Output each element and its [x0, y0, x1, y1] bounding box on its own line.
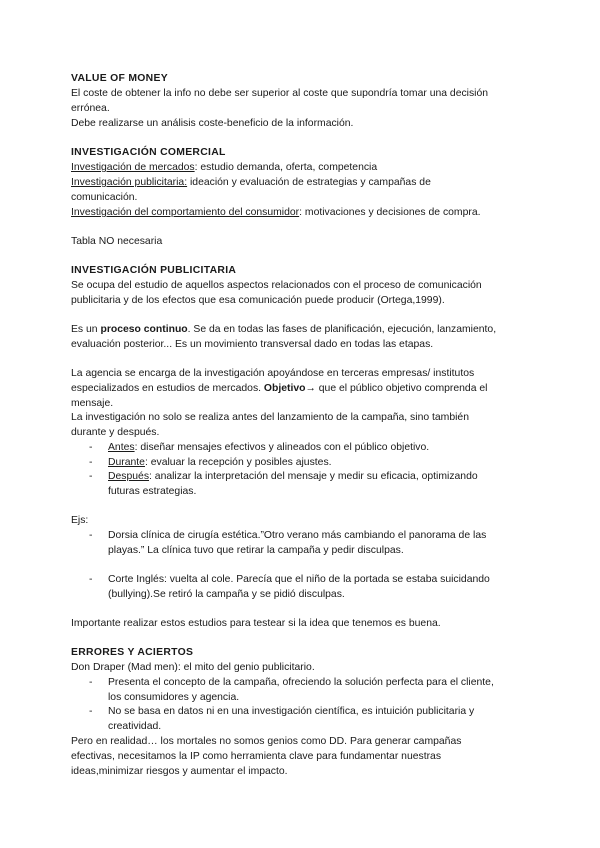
text-line: Pero en realidad… los mortales no somos genios como DD. Para generar campañas [71, 736, 462, 747]
text-line: mensaje. [71, 398, 114, 409]
list-item-continuation: playas.” La clínica tuvo que retirar la campaña y pedir disculpas. [108, 545, 404, 556]
heading-value-of-money: VALUE OF MONEY [71, 73, 168, 84]
bullet-dash: - [89, 574, 93, 585]
text-line: errónea. [71, 103, 110, 114]
bullet-dash: - [89, 706, 93, 717]
text-line: durante y después. [71, 427, 160, 438]
list-item-continuation: creatividad. [108, 721, 162, 732]
text-line: comunicación. [71, 192, 138, 203]
text-line: La agencia se encarga de la investigación apoyándose en terceras empresas/ institutos [71, 368, 475, 379]
list-item: Corte Inglés: vuelta al cole. Parecía que el niño de la portada se estaba suicidando [108, 574, 490, 585]
text-line: Debe realizarse un análisis coste-beneficio de la información. [71, 118, 354, 129]
text-line: El coste de obtener la info no debe ser superior al coste que supondría tomar una decisión [71, 88, 489, 99]
text-line: efectivas, necesitamos la IP como herramienta clave para fundamentar nuestras [71, 751, 442, 762]
text-line: evaluación posterior... Es un movimiento transversal dado en todas las etapas. [71, 339, 434, 350]
text-line [71, 160, 377, 175]
underlined-term: Investigación de mercados [71, 162, 195, 173]
text-line [71, 381, 487, 396]
text-span: : evaluar la recepción y posibles ajustes. [144, 457, 332, 468]
list-item: Presenta el concepto de la campaña, ofreciendo la solución perfecta para el cliente, [108, 677, 494, 688]
list-item [108, 440, 429, 455]
list-item [108, 455, 332, 470]
text-line [71, 175, 431, 190]
bullet-dash: - [89, 442, 93, 453]
underlined-term: Después [108, 471, 150, 482]
list-item: Dorsia clínica de cirugía estética.”Otro verano más cambiando el panorama de las [108, 530, 487, 541]
text-line: Ejs: [71, 515, 89, 526]
bullet-dash: - [89, 471, 93, 482]
underlined-term: Investigación publicitaria: [71, 177, 188, 188]
underlined-term: Investigación del comportamiento del consumidor [71, 207, 300, 218]
text-span: : motivaciones y decisiones de compra. [299, 207, 481, 218]
text-line: publicitaria y de los efectos que esa comunicación puede producir (Ortega,1999). [71, 295, 445, 306]
list-item [108, 469, 478, 484]
bold-term: Objetivo [263, 383, 306, 394]
text-line: ideas,minimizar riesgos y aumentar el impacto. [71, 766, 288, 777]
list-item: No se basa en datos ni en una investigación científica, es intuición publicitaria y [108, 706, 475, 717]
text-line [71, 205, 481, 220]
text-line: Don Draper (Mad men): el mito del genio publicitario. [71, 662, 315, 673]
list-item-continuation: los consumidores y agencia. [108, 692, 240, 703]
text-span: especializados en estudios de mercados. [71, 383, 264, 394]
bullet-dash: - [89, 457, 93, 468]
text-line [71, 322, 496, 337]
text-span: ideación y evaluación de estrategias y campañas de [187, 177, 431, 188]
text-line: Importante realizar estos estudios para testear si la idea que tenemos es buena. [71, 618, 441, 629]
text-line: Se ocupa del estudio de aquellos aspectos relacionados con el proceso de comunicación [71, 280, 482, 291]
list-item-continuation: (bullying).Se retiró la campaña y se pidió disculpas. [108, 589, 345, 600]
text-span: : estudio demanda, oferta, competencia [194, 162, 378, 173]
text-line: La investigación no solo se realiza antes del lanzamiento de la campaña, sino también [71, 412, 469, 423]
underlined-term: Antes [108, 442, 135, 453]
bullet-dash: - [89, 530, 93, 541]
text-span: → que el público objetivo comprenda el [305, 383, 488, 394]
heading-errores-y-aciertos: ERRORES Y ACIERTOS [71, 647, 194, 658]
underlined-term: Durante [108, 457, 145, 468]
list-item-continuation: futuras estrategias. [108, 486, 197, 497]
text-span: : diseñar mensajes efectivos y alineados con el público objetivo. [134, 442, 430, 453]
bullet-dash: - [89, 677, 93, 688]
heading-investigacion-comercial: INVESTIGACIÓN COMERCIAL [71, 147, 226, 158]
bold-term: proceso continuo [100, 324, 188, 335]
heading-investigacion-publicitaria: INVESTIGACIÓN PUBLICITARIA [71, 265, 237, 276]
text-span: : analizar la interpretación del mensaje y medir su eficacia, optimizando [149, 471, 478, 482]
text-line: Tabla NO necesaria [71, 236, 163, 247]
text-span: Es un [71, 324, 101, 335]
text-span: . Se da en todas las fases de planificación, ejecución, lanzamiento, [187, 324, 497, 335]
